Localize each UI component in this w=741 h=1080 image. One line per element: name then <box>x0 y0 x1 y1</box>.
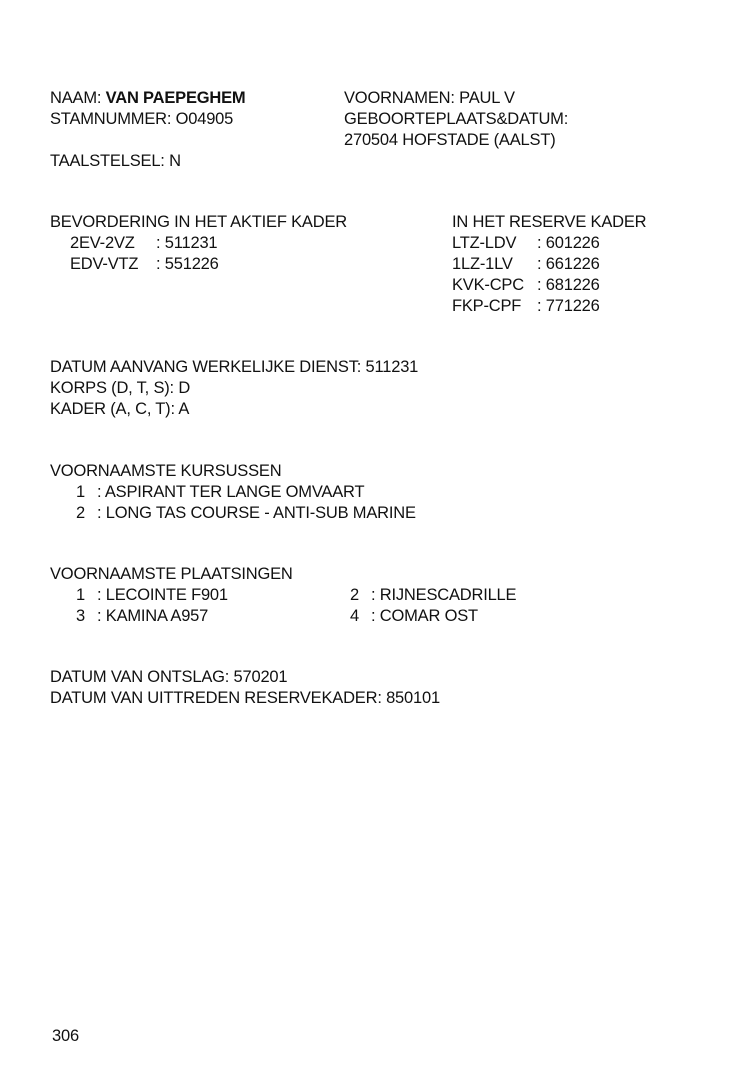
datum-ontslag: DATUM VAN ONTSLAG: 570201 <box>50 668 288 686</box>
kader: KADER (A, C, T): A <box>50 400 190 418</box>
reserve-rank-2: 1LZ-1LV <box>452 255 513 273</box>
reserve-rank-1: LTZ-LDV <box>452 234 517 252</box>
stamnummer: STAMNUMMER: O04905 <box>50 110 234 128</box>
taalstelsel: TAALSTELSEL: N <box>50 152 181 170</box>
page-number: 306 <box>52 1027 79 1045</box>
bevordering-aktief-heading: BEVORDERING IN HET AKTIEF KADER <box>50 213 347 231</box>
aktief-date-2: : 551226 <box>156 255 219 273</box>
datum-uittreden: DATUM VAN UITTREDEN RESERVEKADER: 850101 <box>50 689 440 707</box>
plaatsing-num-4: 4 <box>350 607 359 625</box>
plaatsing-text-4: : COMAR OST <box>371 607 478 625</box>
datum-aanvang-dienst: DATUM AANVANG WERKELIJKE DIENST: 511231 <box>50 358 419 376</box>
geboorte-value: 270504 HOFSTADE (AALST) <box>344 131 556 149</box>
kursus-text-1: : ASPIRANT TER LANGE OMVAART <box>97 483 365 501</box>
aktief-rank-2: EDV-VTZ <box>70 255 139 273</box>
naam-label: NAAM: <box>50 89 102 107</box>
bevordering-reserve-heading: IN HET RESERVE KADER <box>452 213 647 231</box>
plaatsing-text-1: : LECOINTE F901 <box>97 586 228 604</box>
aktief-rank-1: 2EV-2VZ <box>70 234 135 252</box>
reserve-date-3: : 681226 <box>537 276 600 294</box>
plaatsing-num-3: 3 <box>76 607 85 625</box>
kursus-num-2: 2 <box>76 504 85 522</box>
aktief-date-1: : 511231 <box>156 234 218 252</box>
plaatsing-num-1: 1 <box>76 586 85 604</box>
reserve-date-1: : 601226 <box>537 234 600 252</box>
naam-line <box>50 88 245 108</box>
kursus-num-1: 1 <box>76 483 85 501</box>
naam-value: VAN PAEPEGHEM <box>105 89 246 107</box>
reserve-rank-3: KVK-CPC <box>452 276 524 294</box>
reserve-date-2: : 661226 <box>537 255 600 273</box>
reserve-date-4: : 771226 <box>537 297 600 315</box>
reserve-rank-4: FKP-CPF <box>452 297 522 315</box>
kursussen-heading: VOORNAAMSTE KURSUSSEN <box>50 462 282 480</box>
plaatsing-num-2: 2 <box>350 586 359 604</box>
plaatsingen-heading: VOORNAAMSTE PLAATSINGEN <box>50 565 293 583</box>
kursus-text-2: : LONG TAS COURSE - ANTI-SUB MARINE <box>97 504 416 522</box>
plaatsing-text-2: : RIJNESCADRILLE <box>371 586 517 604</box>
geboorte-label: GEBOORTEPLAATS&DATUM: <box>344 110 569 128</box>
korps: KORPS (D, T, S): D <box>50 379 191 397</box>
plaatsing-text-3: : KAMINA A957 <box>97 607 209 625</box>
voornamen: VOORNAMEN: PAUL V <box>344 89 515 107</box>
